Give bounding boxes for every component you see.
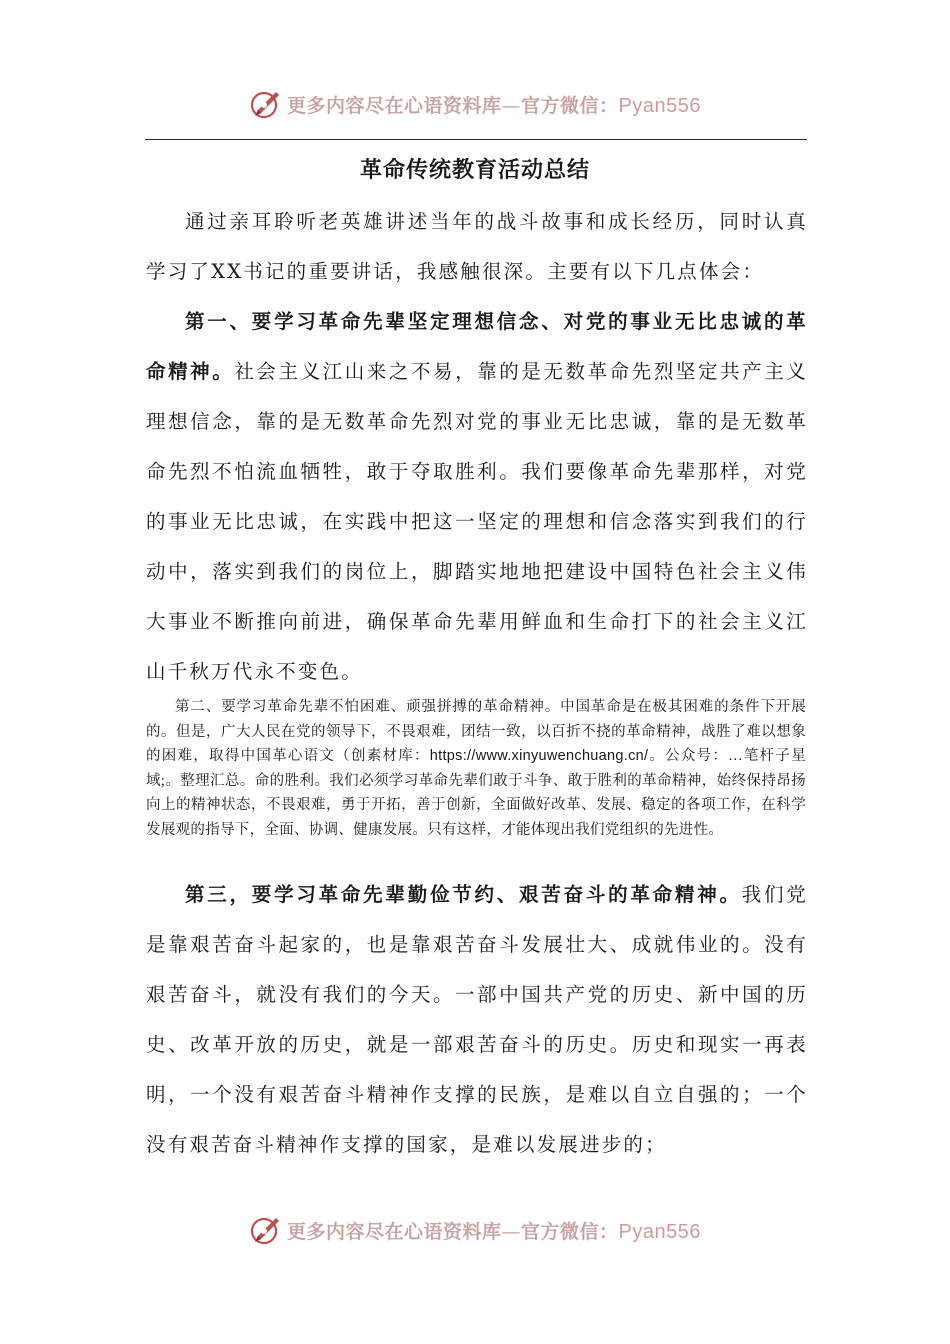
footer-watermark-banner <box>0 1210 950 1250</box>
point-three-paragraph <box>146 870 808 1170</box>
point-two-url: https://www.xinyuwenchuang.cn/ <box>429 748 649 765</box>
quill-pen-logo-icon <box>249 1213 283 1247</box>
intro-paragraph: 通过亲耳聆听老英雄讲述当年的战斗故事和成长经历，同时认真学习了XX书记的重要讲话，我感触很深。主要有以下几点体会： <box>146 210 808 283</box>
point-three-body: 我们党是靠艰苦奋斗起家的，也是靠艰苦奋斗发展壮大、成就伟业的。没有艰苦奋斗，就没有我们的今天。一部中国共产党的历史、新中国的历史、改革开放的历史，就是一部艰苦奋斗的历史。历史和现实一再表明，一个没有艰苦奋斗精神作支撑的民族，是难以自立自强的；一个没有艰苦奋斗精神作支撑的国家，是难以发展进步的； <box>146 883 808 1156</box>
footer-banner-text: 更多内容尽在心语资料库—官方微信：Pyan556 <box>287 1220 701 1243</box>
point-three-heading: 第三，要学习革命先辈勤俭节约、艰苦奋斗的革命精神。 <box>185 883 742 906</box>
point-one-heading: 第一、要学习革命先辈坚定理想信念、对党的事业无比忠诚的革命精神。 <box>146 310 808 383</box>
header-divider <box>145 139 807 140</box>
point-two-text-b: 。公众号：…笔杆子星域;。整理汇总。命的胜利。我们必须学习革命先辈们敢于斗争、敢于胜利的革命精神，始终保持昂扬向上的精神状态，不畏艰难，勇于开拓，善于创新，全面做好改革、发展、稳定的各项工作，在科学发展观的指导下，全面、协调、健康发展。只有这样，才能体现出我们党组织的先进性。 <box>146 748 806 838</box>
document-title: 革命传统教育活动总结 <box>359 157 590 183</box>
header-banner-text: 更多内容尽在心语资料库—官方微信：Pyan556 <box>287 94 701 117</box>
header-watermark-banner <box>0 84 950 124</box>
point-two-paragraph <box>146 695 806 843</box>
point-two-text-a: 第二、要学习革命先辈不怕困难、顽强拼搏的革命精神。中国革命是在极其困难的条件下开展的。但是，广大人民在党的领导下，不畏艰难，团结一致，以百折不挠的革命精神，战胜了难以想象的困难，取得中国革心语文（创素材库： <box>146 699 806 765</box>
quill-pen-logo-icon <box>249 87 283 121</box>
point-one-body: 社会主义江山来之不易，靠的是无数革命先烈坚定共产主义理想信念，靠的是无数革命先烈对党的事业无比忠诚，靠的是无数革命先烈不怕流血牺牲，敢于夺取胜利。我们要像革命先辈那样，对党的事业无比忠诚，在实践中把这一坚定的理想和信念落实到我们的行动中，落实到我们的岗位上，脚踏实地地把建设中国特色社会主义伟大事业不断推向前进，确保革命先辈用鲜血和生命打下的社会主义江山千秋万代永不变色。 <box>146 360 808 683</box>
point-one-paragraph <box>146 297 808 697</box>
